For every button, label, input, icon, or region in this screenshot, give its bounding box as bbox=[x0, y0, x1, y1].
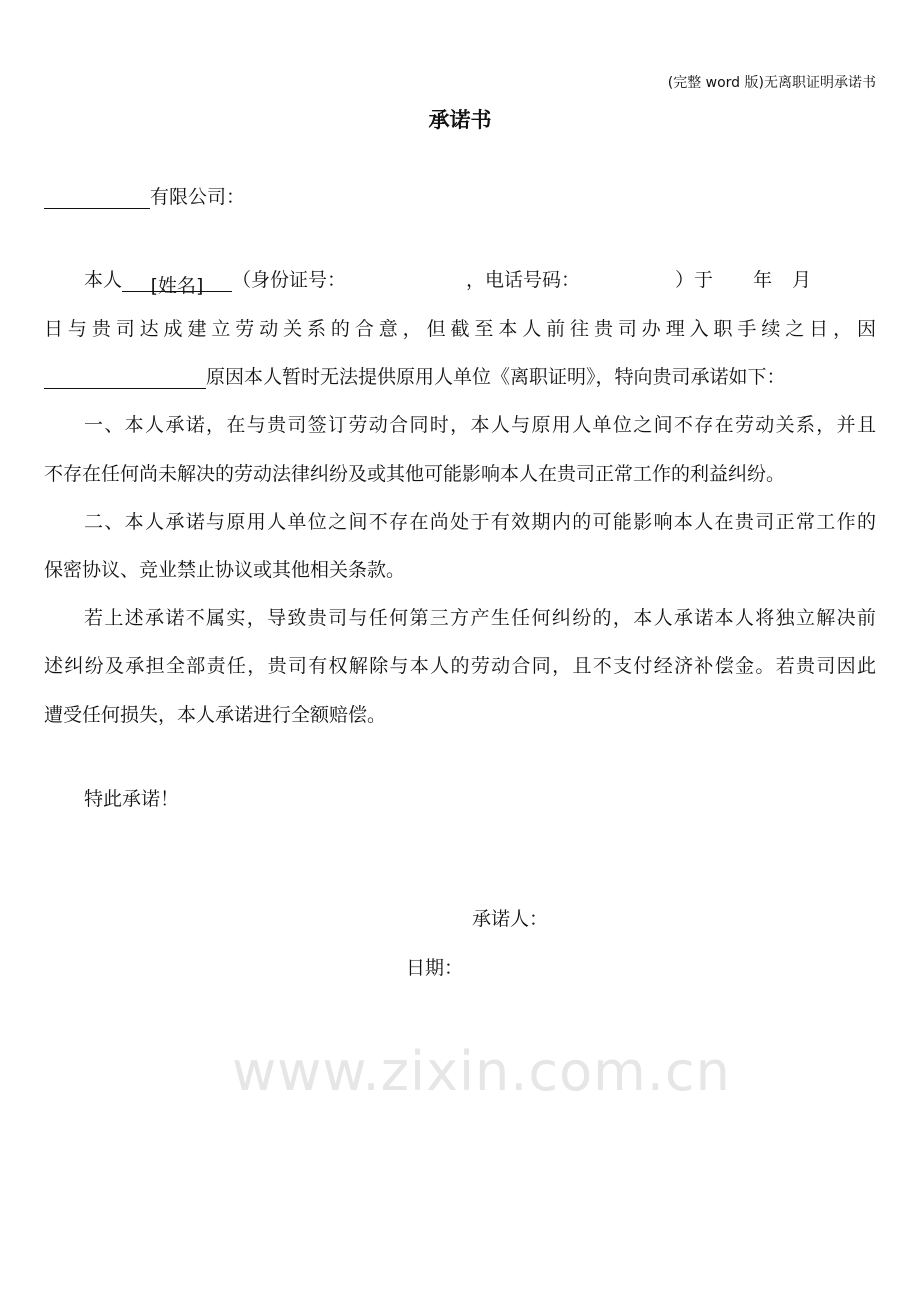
signer-label: 承诺人： bbox=[472, 908, 549, 930]
para3-line1: 二、本人承诺与原用人单位之间不存在尚处于有效期内的可能影响本人在贵司正常工作的 bbox=[84, 511, 876, 533]
text: ，电话号码： bbox=[466, 269, 581, 291]
date-label: 日期： bbox=[406, 957, 464, 979]
para4-line2: 述纠纷及承担全部责任，贵司有权解除与本人的劳动合同，且不支付经济补偿金。若贵司因此 bbox=[44, 655, 876, 677]
reason-blank bbox=[44, 368, 206, 389]
addressee-text: 有限公司： bbox=[150, 186, 246, 208]
text: 月 bbox=[792, 269, 812, 291]
para1-line3 bbox=[44, 362, 786, 389]
company-blank bbox=[44, 188, 150, 209]
page-header: (完整 word 版)无离职证明承诺书 bbox=[667, 75, 876, 91]
closing: 特此承诺！ bbox=[84, 788, 180, 810]
para4-line1: 若上述承诺不属实，导致贵司与任何第三方产生任何纠纷的，本人承诺本人将独立解决前 bbox=[84, 607, 876, 629]
name-value: [姓名] bbox=[150, 275, 204, 297]
name-field bbox=[122, 271, 232, 297]
para1-line1 bbox=[84, 265, 876, 297]
para3-line2: 保密协议、竞业禁止协议或其他相关条款。 bbox=[44, 559, 406, 581]
text: 原因本人暂时无法提供原用人单位《离职证明》，特向贵司承诺如下： bbox=[206, 366, 786, 388]
para2-line1: 一、本人承诺，在与贵司签订劳动合同时，本人与原用人单位之间不存在劳动关系，并且 bbox=[84, 414, 876, 436]
text: 本人 bbox=[84, 269, 123, 291]
document-title: 承诺书 bbox=[428, 108, 492, 132]
text: ）于 bbox=[675, 269, 714, 291]
watermark: www.zixin.com.cn bbox=[232, 1040, 731, 1103]
para4-line3: 遭受任何损失，本人承诺进行全额赔偿。 bbox=[44, 704, 387, 726]
addressee bbox=[44, 182, 245, 209]
para2-line2: 不存在任何尚未解决的劳动法律纠纷及或其他可能影响本人在贵司正常工作的利益纠纷。 bbox=[44, 463, 786, 485]
text: 年 bbox=[753, 269, 773, 291]
text: （身份证号： bbox=[232, 269, 347, 291]
para1-line2: 日与贵司达成建立劳动关系的合意，但截至本人前往贵司办理入职手续之日，因 bbox=[44, 318, 876, 340]
